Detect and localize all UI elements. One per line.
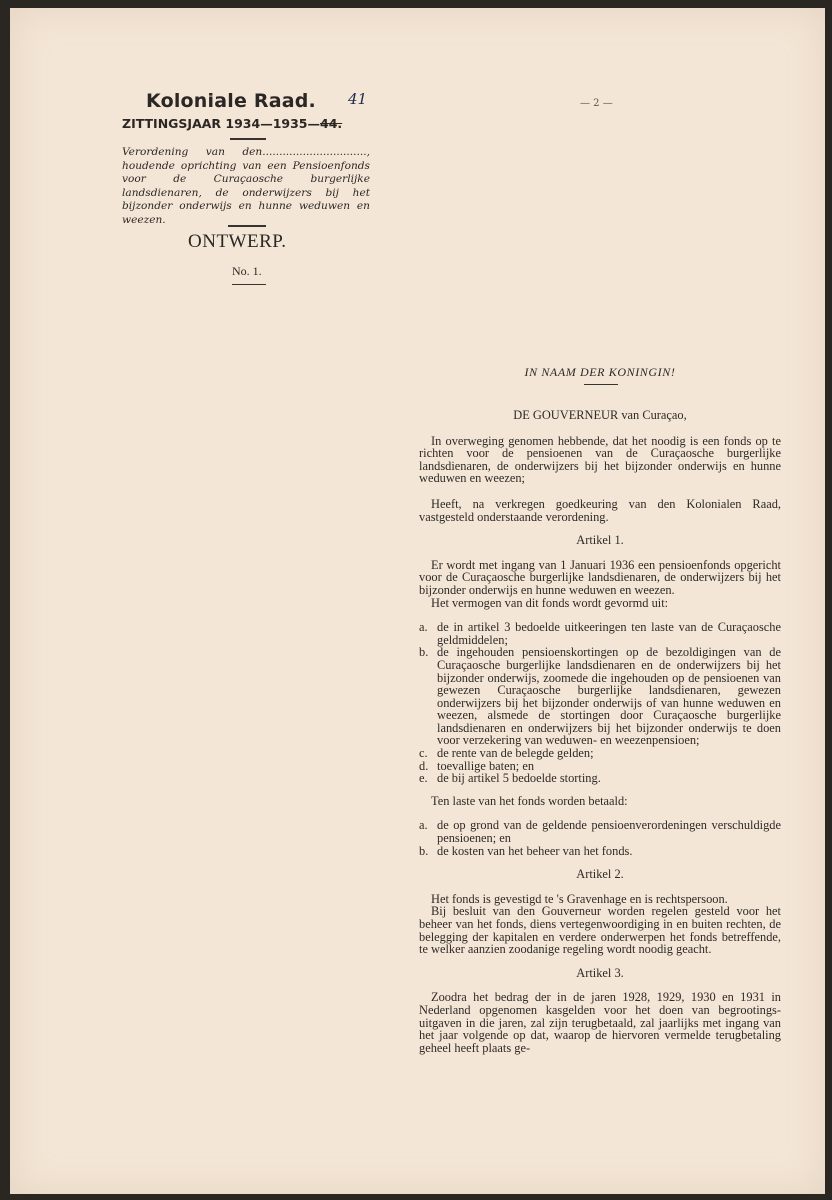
governor-line: DE GOUVERNEUR van Curaçao,	[513, 408, 687, 422]
document-page	[10, 8, 825, 1194]
preamble-considering: In overweging genomen hebbende, dat het noodig is een fonds op te richten voor de pensioenen van de Curaçaosche burgerlijke landsdienaren, de onderwijzers bij het bijzonder onderwijs en hunne weduwen en weezen;	[419, 433, 781, 486]
section-divider	[584, 384, 618, 385]
draft-label: ONTWERP.	[188, 231, 287, 252]
invocation: IN NAAM DER KONINGIN!	[524, 365, 676, 379]
handwritten-number: 41	[348, 90, 368, 108]
list-item: e. de bij artikel 5 bedoelde storting.	[419, 771, 601, 786]
article-paragraph: Het vermogen van dit fonds wordt gevormd uit:	[431, 595, 669, 610]
article-paragraph: Ten laste van het fonds worden betaald:	[431, 793, 628, 808]
ordinance-body	[419, 409, 781, 1054]
header-divider	[228, 225, 266, 227]
article-paragraph: Er wordt met ingang van 1 Januari 1936 een pensioenfonds opgericht voor de Curaçaosche burgerlijke landsdienaren, de onderwijzers bij het bijzonder onderwijs en hunne weduwen en weezen.	[419, 557, 781, 597]
header-divider	[230, 138, 266, 140]
session-label: ZITTINGSJAAR 1934—1935—	[122, 116, 320, 131]
list-item: a. de in artikel 3 bedoelde uitkeeringen ten laste van de Curaçaosche geldmiddelen;	[419, 620, 781, 647]
list-item: d. toevallige baten; en	[419, 758, 535, 773]
list-item: c. de rente van de belegde gelden;	[419, 746, 594, 761]
preamble-enacted: Heeft, na verkregen goedkeuring van den Kolonialen Raad, vastgesteld onderstaande verordening.	[419, 496, 781, 524]
header-divider	[232, 284, 266, 285]
article-paragraph: Het fonds is gevestigd te 's Gravenhage en is rechtspersoon.	[431, 891, 728, 906]
fund-assets-list	[419, 621, 781, 785]
session-year	[122, 116, 342, 131]
page-number: — 2 —	[580, 98, 613, 109]
list-item: b. de ingehouden pensioenskortingen op de bezoldigingen van de Curaçaosche burgerlijke landsdienaren en de onderwijzers bij het bijzonder onderwijs, zoomede die ingehouden op de pensioenen van gewezen Curaçaosche burgerlijke landsdienaren, gewezen onderwijzers bij het bijzonder onderwijs of van hunne weduwen en weezen, alsmede de stortingen door Curaçaosche burgerlijke landsdienaren en onderwijzers bij het bijzonder onderwijs te doen voor verzekering van weduwen- en weezenpensioen;	[419, 645, 781, 748]
fund-charges-list	[419, 819, 781, 857]
session-number: 44.	[320, 116, 343, 131]
draft-number: No. 1.	[232, 264, 262, 278]
council-title: Koloniale Raad.	[146, 90, 316, 112]
article-paragraph: Zoodra het bedrag der in de jaren 1928, 1929, 1930 en 1931 in Nederland opgenomen kasgelden voor het doen van begrootings-uitgaven in die jaren, zal zijn terugbetaald, zal jaarlijks met ingang van het jaar volgende op dat, waarop de hiervoren vermelde terugbetaling geheel heeft plaats ge-	[419, 990, 781, 1055]
article-paragraph: Bij besluit van den Gouverneur worden regelen gesteld voor het beheer van het fonds, diens vertegenwoordiging in en buiten rechten, de belegging der kapitalen en verdere onderwerpen het fonds betreffende, te welker aanzien zoodanige regeling wordt noodig geacht.	[419, 904, 781, 957]
article-heading: Artikel 3.	[576, 965, 624, 980]
ordinance-description: Verordening van den..............................., houdende oprichting van een Pensioenfonds voor de Curaçaosche burgerlijke landsdienaren, de onderwijzers bij het bijzonder onderwijs en hunne weduwen en weezen.	[122, 146, 370, 226]
article-heading: Artikel 1.	[576, 533, 624, 548]
article-heading: Artikel 2.	[576, 867, 624, 882]
list-item: b. de kosten van het beheer van het fonds.	[419, 843, 633, 858]
bleed-through-marks	[670, 204, 780, 224]
list-item: a. de op grond van de geldende pensioenverordeningen verschuldigde pensioenen; en	[419, 818, 781, 846]
